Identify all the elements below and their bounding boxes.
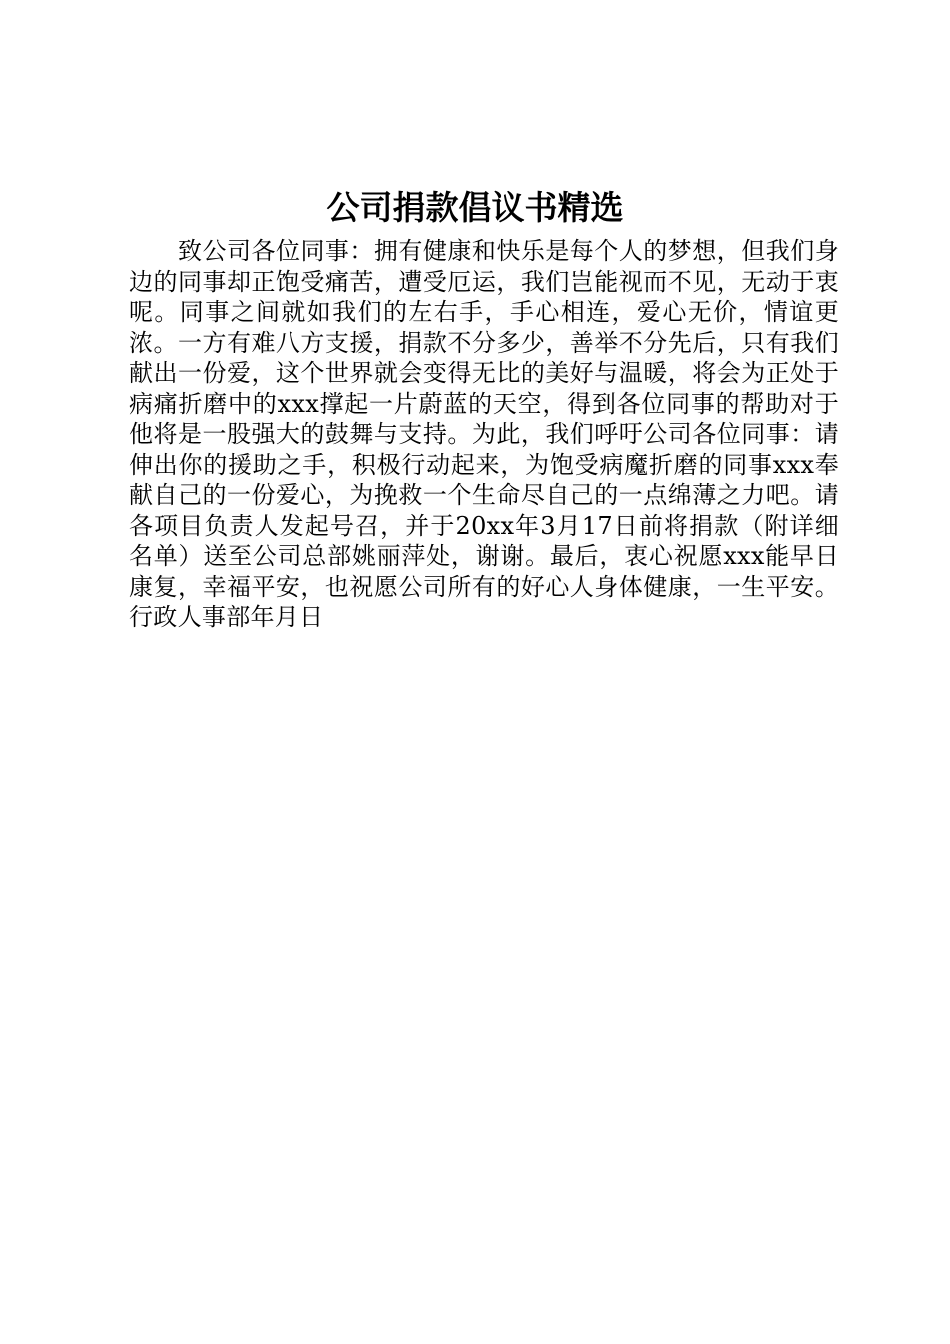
document-title: 公司捐款倡议书精选 <box>326 188 624 227</box>
document-body-paragraph: 致公司各位同事：拥有健康和快乐是每个人的梦想，但我们身边的同事却正饱受痛苦，遭受厄运，我们岂能视而不见，无动于衷呢。同事之间就如我们的左右手，手心相连，爱心无价，情谊更浓。一方有难八方支援，捐款不分多少，善举不分先后，只有我们献出一份爱，这个世界就会变得无比的美好与温暖，将会为正处于病痛折磨中的xxx撑起一片蔚蓝的天空，得到各位同事的帮助对于他将是一股强大的鼓舞与支持。为此，我们呼吁公司各位同事：请伸出你的援助之手，积极行动起来，为饱受病魔折磨的同事xxx奉献自己的一份爱心，为挽救一个生命尽自己的一点绵薄之力吧。请各项目负责人发起号召，并于20xx年3月17日前将捐款（附详细名单）送至公司总部姚丽萍处，谢谢。最后，衷心祝愿xxx能早日康复，幸福平安，也祝愿公司所有的好心人身体健康，一生平安。行政人事部年月日 <box>129 237 839 631</box>
